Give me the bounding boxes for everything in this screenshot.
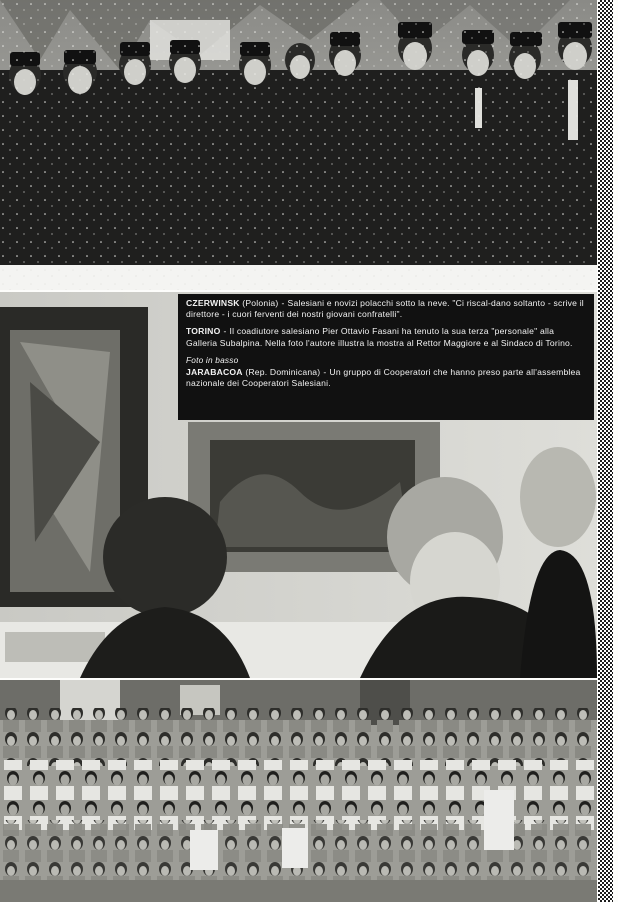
caption-text: Salesiani e novizi polacchi sotto la neve. "Ci riscal-dano soltanto - scrive il direttore - i cuori ferventi dei nostri giovani confratelli". — [186, 298, 584, 320]
caption-czerwinsk: CZERWINSK (Polonia) - Salesiani e novizi polacchi sotto la neve. "Ci riscal-dano soltanto - scrive il direttore - i cuori ferventi dei nostri giovani confratelli". — [186, 298, 584, 320]
caption-note: Foto in basso — [186, 354, 239, 365]
caption-region: (Polonia) — [242, 298, 279, 308]
caption-place: CZERWINSK — [186, 298, 240, 308]
page-margin — [613, 0, 618, 902]
caption-text: Un gruppo di Cooperatori che hanno preso parte all'assemblea nazionale dei Cooperatori Salesiani. — [186, 367, 581, 389]
caption-place: TORINO — [186, 326, 221, 337]
photo-cooperators-group — [0, 680, 597, 902]
caption-place: JARABACOA — [186, 367, 243, 378]
caption-jarabacoa: JARABACOA (Rep. Dominicana) - Un gruppo di Cooperatori che hanno preso parte all'assemblea nazionale dei Cooperatori Salesiani. — [186, 367, 581, 389]
decorative-checker-border — [598, 0, 613, 902]
caption-region: (Rep. Dominicana) — [245, 367, 321, 378]
caption-text: Il coadiutore salesiano Pier Ottavio Fasani ha tenuto la sua terza "personale" alla Galleria Subalpina. Nella foto l'autore illustra la mostra al Rettor Maggiore e al Sindaco di Torino. — [186, 326, 573, 348]
photo-salesians-in-snow — [0, 0, 597, 290]
caption-box — [178, 294, 594, 420]
caption-torino: TORINO - Il coadiutore salesiano Pier Ottavio Fasani ha tenuto la sua terza "personale" alla Galleria Subalpina. Nella foto l'autore illustra la mostra al Rettor Maggiore e al Sindaco di Torino. — [186, 326, 573, 348]
